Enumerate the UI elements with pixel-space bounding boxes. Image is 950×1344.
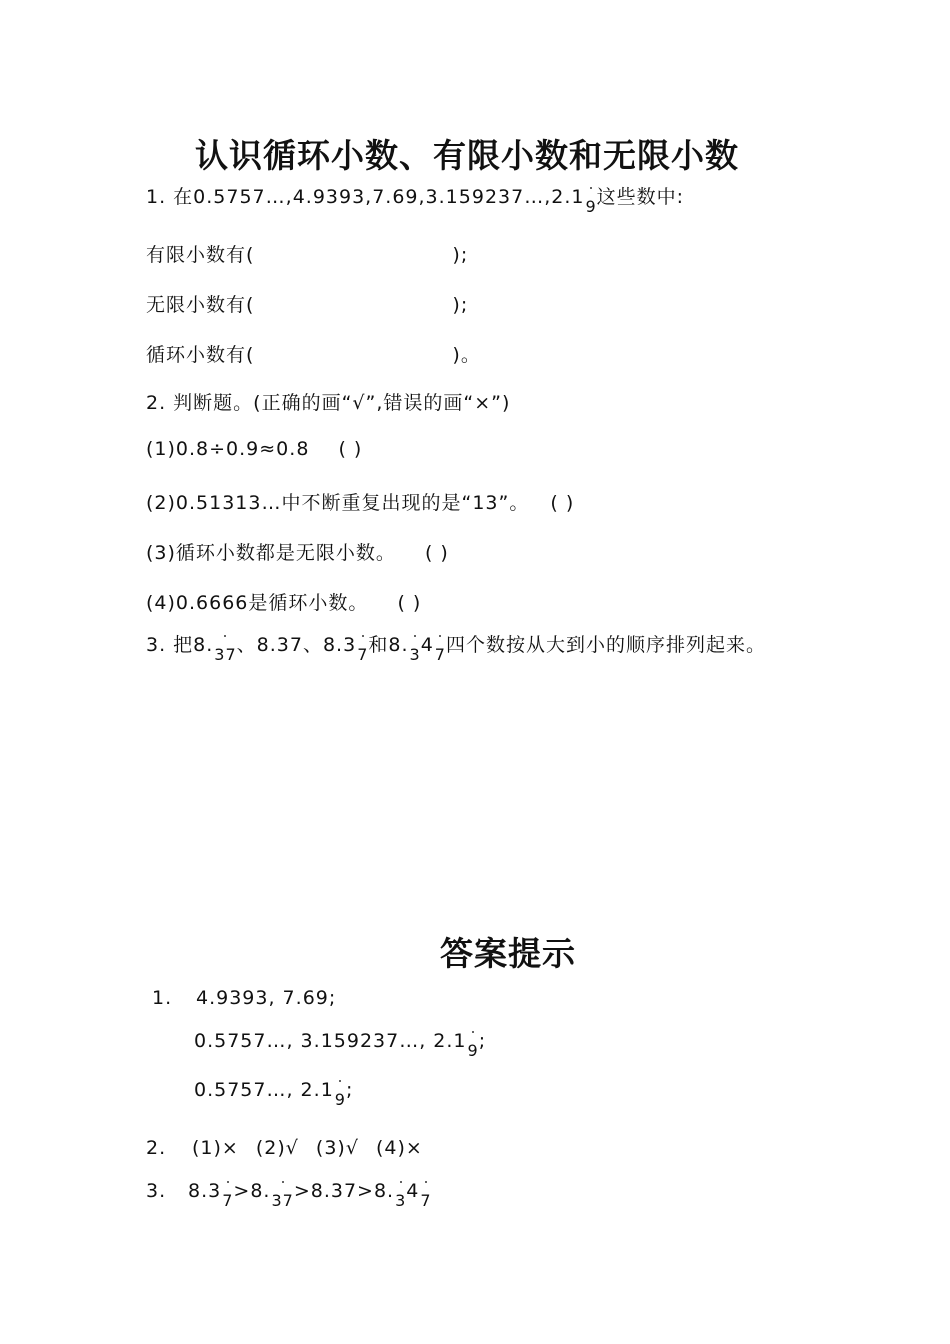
recurring-end: )。: [452, 344, 481, 366]
answer-1-infinite-text: 0.5757…, 3.159237…, 2.1: [194, 1030, 467, 1052]
recurring-digits: 37: [214, 645, 237, 664]
recurring-digits: 37: [271, 1191, 294, 1210]
infinite-end: );: [452, 294, 469, 316]
answer-1-recurring-text: 0.5757…, 2.1: [194, 1079, 334, 1101]
q3-text-2: 、8.37、8.3: [236, 634, 357, 656]
answer-3-ordering: [188, 1180, 432, 1210]
answer-1-number: 1.: [152, 987, 173, 1009]
recurring-label: 循环小数有(: [146, 344, 255, 366]
answer-3-text-3: >8.37>8.: [293, 1180, 395, 1202]
recurring-digit: 9: [585, 197, 597, 216]
recurring-digit: 7: [222, 1191, 234, 1210]
q3-text-1: 3. 把8.: [146, 634, 214, 656]
judge-item-text: (4)0.6666是循环小数。: [146, 592, 369, 614]
judge-item: [146, 588, 421, 615]
infinite-label: 无限小数有(: [146, 294, 255, 316]
recurring-digit: 3: [395, 1191, 407, 1210]
recurring-digit: 9: [334, 1090, 346, 1109]
answer-1-finite: 4.9393, 7.69;: [196, 987, 337, 1009]
judge-answer-paren[interactable]: ( ): [338, 438, 363, 460]
judge-item-text: (1)0.8÷0.9≈0.8: [146, 438, 310, 460]
answer-1-infinite-end: ;: [478, 1030, 487, 1052]
q3-text-5: 四个数按从大到小的顺序排列起来。: [445, 634, 766, 656]
page-title: 认识循环小数、有限小数和无限小数: [195, 136, 739, 175]
infinite-decimals-line: [146, 290, 468, 317]
judge-item: [146, 488, 574, 515]
judge-answer-paren[interactable]: ( ): [424, 542, 449, 564]
q3-text-3: 和8.: [368, 634, 409, 656]
question-2-heading: 2. 判断题。(正确的画“√”,错误的画“×”): [146, 392, 511, 414]
answer-3-number: 3.: [146, 1180, 167, 1202]
recurring-digit: 9: [467, 1041, 479, 1060]
finite-decimals-line: [146, 240, 468, 267]
question-1-suffix: 这些数中:: [596, 186, 685, 208]
q3-text-4: 4: [420, 634, 434, 656]
judge-answer-paren[interactable]: ( ): [397, 592, 422, 614]
question-3-stem: [146, 630, 766, 664]
judge-item-text: (2)0.51313…中不断重复出现的是“13”。: [146, 492, 530, 514]
recurring-digit: 3: [409, 645, 421, 664]
answer-1-recurring: [194, 1079, 354, 1109]
finite-end: );: [452, 244, 469, 266]
recurring-digit: 7: [357, 645, 369, 664]
answer-1-infinite: [194, 1030, 487, 1060]
judge-item: [146, 538, 449, 565]
answer-3-text-4: 4: [406, 1180, 420, 1202]
answer-1-recurring-end: ;: [345, 1079, 354, 1101]
recurring-digit: 7: [420, 1191, 432, 1210]
question-1-stem: [146, 182, 685, 216]
question-1-prefix: 1. 在0.5757…,4.9393,7.69,3.159237…,2.1: [146, 186, 585, 208]
judge-answer-paren[interactable]: ( ): [550, 492, 575, 514]
finite-label: 有限小数有(: [146, 244, 255, 266]
judge-item: [146, 438, 362, 460]
answer-2-text: (1)× (2)√ (3)√ (4)×: [192, 1137, 423, 1159]
recurring-decimals-line: [146, 340, 481, 367]
answers-title: 答案提示: [440, 934, 576, 973]
judge-item-text: (3)循环小数都是无限小数。: [146, 542, 396, 564]
answer-3-text-1: 8.3: [188, 1180, 222, 1202]
answer-2-number: 2.: [146, 1137, 167, 1159]
answer-3-text-2: >8.: [233, 1180, 271, 1202]
recurring-digit: 7: [434, 645, 446, 664]
